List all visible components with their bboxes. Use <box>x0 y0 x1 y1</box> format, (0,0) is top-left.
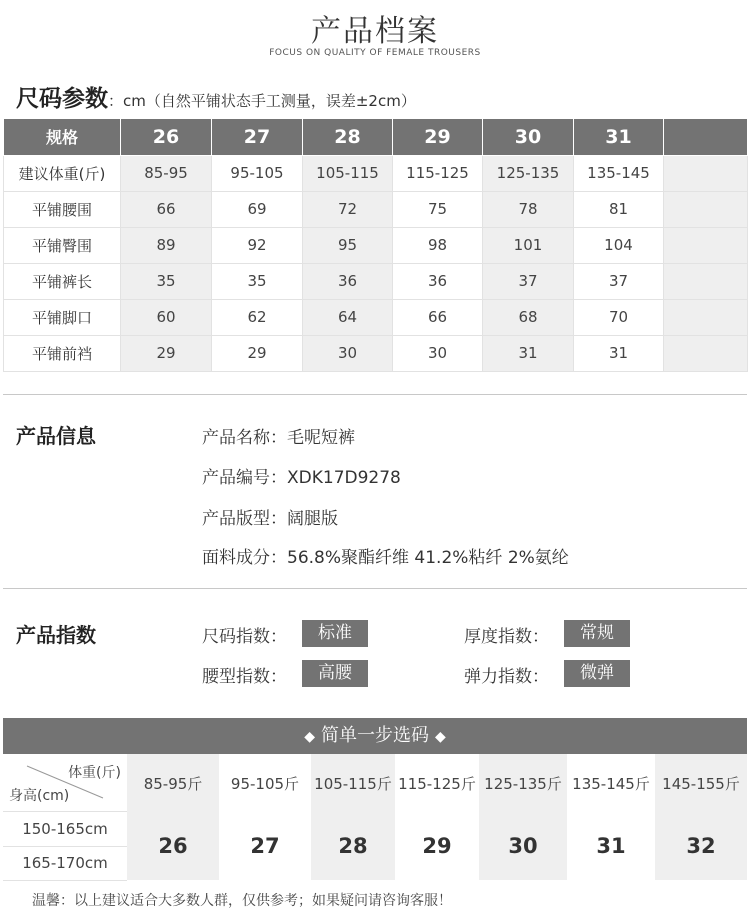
table-cell: 31 <box>574 335 664 371</box>
table-cell: 75 <box>393 191 483 227</box>
size-header-cell: 28 <box>303 119 393 155</box>
table-cell: 35 <box>121 263 212 299</box>
table-cell: 70 <box>574 299 664 335</box>
table-cell: 31 <box>483 335 574 371</box>
quick-select-corner <box>3 754 127 812</box>
table-cell: 30 <box>303 335 393 371</box>
table-row <box>3 812 747 846</box>
size-section-title: 尺码参数 <box>16 86 108 112</box>
table-cell: 135-145 <box>574 155 664 191</box>
table-cell: 85-95 <box>121 155 212 191</box>
size-cell: 29 <box>422 834 452 858</box>
table-cell: 30 <box>393 335 483 371</box>
divider <box>3 394 747 395</box>
size-section-heading <box>16 80 416 113</box>
table-cell: 101 <box>483 227 574 263</box>
index-badge-stretch: 微弹 <box>564 660 630 687</box>
weight-cell: 145-155斤 <box>655 754 747 812</box>
row-label: 建议体重(斤) <box>4 155 121 191</box>
table-cell: 115-125 <box>393 155 483 191</box>
weight-cell: 115-125斤 <box>398 774 476 793</box>
table-cell: 105-115 <box>303 155 393 191</box>
size-cell: 26 <box>127 812 219 880</box>
weight-cell: 85-95斤 <box>127 754 219 812</box>
size-cell: 31 <box>596 834 626 858</box>
weight-cell: 125-135斤 <box>479 754 567 812</box>
index-label-thickness: 厚度指数： <box>464 627 549 647</box>
index-badge-size: 标准 <box>302 620 368 647</box>
table-row <box>4 155 748 191</box>
table-cell: 78 <box>483 191 574 227</box>
table-row <box>4 335 748 371</box>
info-line-code: 产品编号：XDK17D9278 <box>202 468 401 488</box>
table-cell: 89 <box>121 227 212 263</box>
index-label-stretch: 弹力指数： <box>464 667 549 687</box>
table-row <box>4 191 748 227</box>
diamond-icon: ◆ <box>435 729 446 745</box>
product-index-title: 产品指数 <box>16 623 96 647</box>
row-label: 平铺前裆 <box>4 335 121 371</box>
table-cell: 125-135 <box>483 155 574 191</box>
size-header-cell: 29 <box>393 119 483 155</box>
size-table-header-row <box>4 119 748 155</box>
size-table <box>3 119 748 372</box>
table-cell: 95-105 <box>212 155 303 191</box>
height-cell: 165-170cm <box>3 846 127 880</box>
table-cell-empty <box>664 263 748 299</box>
table-cell-empty <box>664 227 748 263</box>
size-header-cell: 30 <box>483 119 574 155</box>
size-cell: 30 <box>479 812 567 880</box>
index-label-waist: 腰型指数： <box>202 667 287 687</box>
table-cell: 72 <box>303 191 393 227</box>
size-table-header-label: 规格 <box>4 119 121 155</box>
table-cell: 81 <box>574 191 664 227</box>
height-axis-label: 身高(cm) <box>9 788 70 804</box>
weight-cell: 135-145斤 <box>572 774 650 793</box>
size-header-cell: 31 <box>574 119 664 155</box>
quick-select-table <box>3 754 747 881</box>
table-cell-empty <box>664 299 748 335</box>
table-cell: 29 <box>121 335 212 371</box>
table-cell: 62 <box>212 299 303 335</box>
table-cell: 104 <box>574 227 664 263</box>
diamond-icon: ◆ <box>304 729 315 745</box>
table-cell: 95 <box>303 227 393 263</box>
table-cell: 98 <box>393 227 483 263</box>
table-cell: 36 <box>303 263 393 299</box>
weight-axis-label: 体重(斤) <box>68 765 121 781</box>
table-cell: 37 <box>483 263 574 299</box>
page-subtitle: FOCUS ON QUALITY OF FEMALE TROUSERS <box>269 48 481 58</box>
table-row <box>4 299 748 335</box>
size-cell: 28 <box>311 812 395 880</box>
size-header-empty <box>664 119 748 155</box>
table-cell: 66 <box>393 299 483 335</box>
table-row <box>3 754 747 812</box>
table-cell: 35 <box>212 263 303 299</box>
divider <box>3 588 747 589</box>
table-cell: 29 <box>212 335 303 371</box>
height-cell: 150-165cm <box>3 812 127 846</box>
table-cell-empty <box>664 335 748 371</box>
row-label: 平铺臀围 <box>4 227 121 263</box>
row-label: 平铺腰围 <box>4 191 121 227</box>
size-header-cell: 27 <box>212 119 303 155</box>
footer-note: 温馨：以上建议适合大多数人群，仅供参考；如果疑问请咨询客服！ <box>32 893 452 909</box>
info-line-fit: 产品版型：阔腿版 <box>202 509 338 529</box>
table-row <box>4 263 748 299</box>
table-row <box>4 227 748 263</box>
weight-cell: 95-105斤 <box>230 774 300 793</box>
table-cell: 64 <box>303 299 393 335</box>
product-info-title: 产品信息 <box>16 424 96 448</box>
quick-select-bar <box>3 718 747 754</box>
table-cell: 69 <box>212 191 303 227</box>
info-line-name: 产品名称：毛呢短裤 <box>202 428 355 448</box>
info-line-fabric: 面料成分：56.8%聚酯纤维 41.2%粘纤 2%氨纶 <box>202 548 569 568</box>
index-badge-waist: 高腰 <box>302 660 368 687</box>
table-cell: 66 <box>121 191 212 227</box>
size-section-note: ：cm（自然平铺状态手工测量，误差±2cm） <box>108 92 416 110</box>
size-header-cell: 26 <box>121 119 212 155</box>
table-cell-empty <box>664 191 748 227</box>
row-label: 平铺裤长 <box>4 263 121 299</box>
weight-cell: 105-115斤 <box>311 754 395 812</box>
table-cell: 37 <box>574 263 664 299</box>
size-cell: 32 <box>655 812 747 880</box>
table-cell: 60 <box>121 299 212 335</box>
size-cell: 27 <box>250 834 280 858</box>
table-cell: 68 <box>483 299 574 335</box>
page-title: 产品档案 <box>311 14 439 49</box>
quick-select-title: 简单一步选码 <box>321 725 429 746</box>
row-label: 平铺脚口 <box>4 299 121 335</box>
table-cell-empty <box>664 155 748 191</box>
index-badge-thickness: 常规 <box>564 620 630 647</box>
table-cell: 36 <box>393 263 483 299</box>
index-label-size: 尺码指数： <box>202 627 287 647</box>
table-cell: 92 <box>212 227 303 263</box>
